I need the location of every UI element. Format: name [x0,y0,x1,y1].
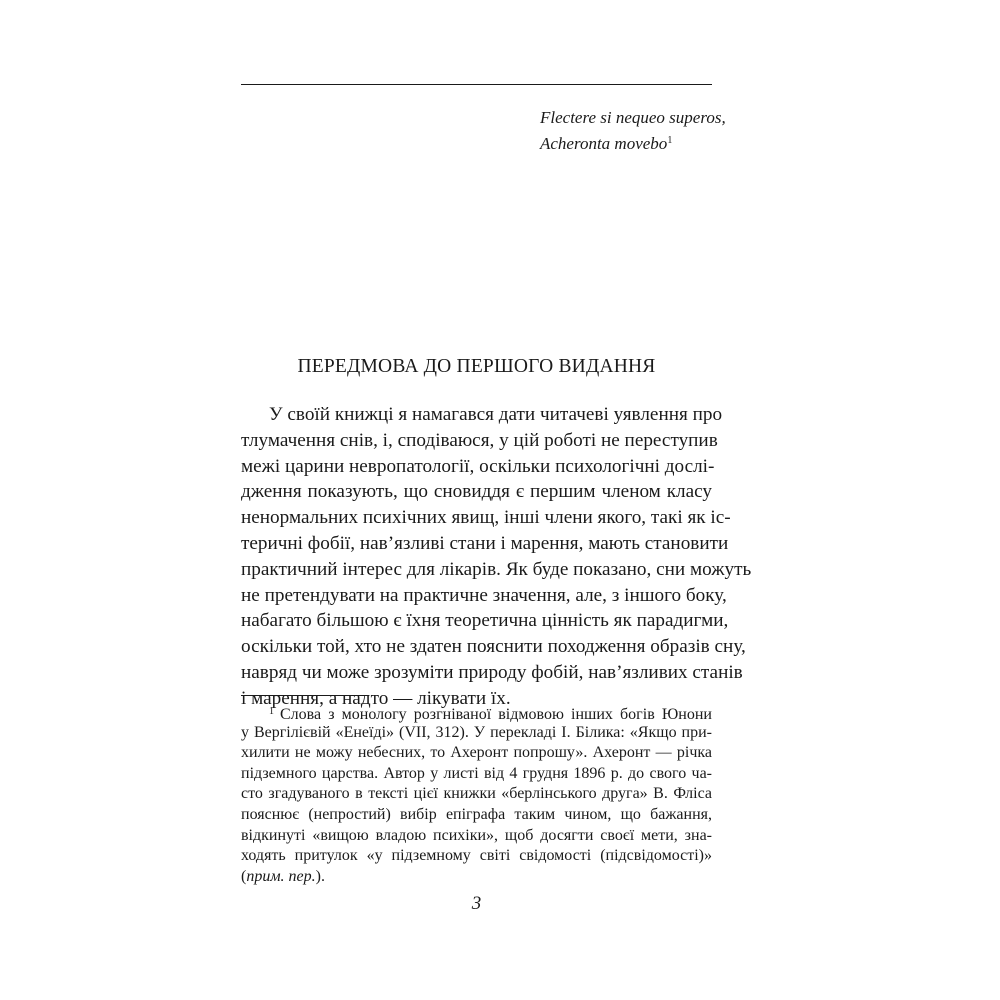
body-line: У своїй книжці я намагався дати читачеві уявлення про [269,404,723,425]
body-line: не претендувати на практичне значення, але, з іншого боку, [241,584,727,606]
footnote-translator-note: прим. пер. [246,867,316,885]
section-heading: ПЕРЕДМОВА ДО ПЕРШОГО ВИДАННЯ [297,356,656,377]
epigraph-line-2-text: Acheronta movebo [540,134,668,153]
footnote-paren-open: ( [241,867,247,885]
footnote-line: відкинуті «вищою владою психіки», щоб досягти своєї мети, зна- [241,826,712,844]
body-line: тлумачення снів, і, сподіваюся, у цій роботі не переступив [241,429,718,451]
epigraph-footnote-mark: 1 [667,135,673,146]
epigraph-line-1: Flectere si nequeo superos, [540,108,726,127]
body-paragraph [241,402,752,712]
footnote-line: підземного царства. Автор у листі від 4 грудня 1896 р. до свого ча- [241,764,712,782]
body-line: теричні фобії, нав’язливі стани і марення, мають становити [241,532,729,554]
body-line: межі царини невропатології, оскільки психологічні дослі- [241,455,715,477]
footnote-line [241,702,712,723]
epigraph-line-2 [540,129,726,155]
footnote-paren-close: ). [315,867,325,885]
footnote-rule [241,695,369,696]
footnote-line: ходять притулок «у підземному світі свідомості (підсвідомості)» [241,847,712,865]
footnote-line-text: Слова з монологу розгніваної відмовою інших богів Юнони [280,706,712,723]
body-line: навряд чи може зрозуміти природу фобій, нав’язливих станів [241,661,743,683]
footnote [241,702,712,887]
body-line: і марення, а надто — лікувати їх. [241,687,511,709]
body-line: ненормальних психічних явищ, інші члени якого, такі як іс- [241,507,731,529]
body-line: практичний інтерес для лікарів. Як буде показано, сни можуть [241,558,752,580]
footnote-line: сто згадуваного в тексті цієї книжки «берлінського друга» В. Фліса [241,785,712,803]
body-line: набагато більшою є їхня теоретична цінність як парадигми, [241,610,729,632]
header-rule [241,84,712,85]
epigraph [540,106,726,155]
footnote-line [241,867,712,888]
body-line: дження показують, що сновиддя є першим членом класу [241,481,712,503]
page-number: 3 [471,893,482,914]
footnote-line: у Вергілієвій «Енеїді» (VII, 312). У перекладі І. Білика: «Якщо при- [241,723,712,741]
footnote-line: хилити не можу небесних, то Ахеронт попрошу». Ахеронт — річка [241,744,712,762]
footnote-line: пояснює (непростий) вибір епіграфа таким чином, що бажання, [241,805,712,823]
footnote-mark: 1 [269,706,274,717]
body-line: оскільки той, хто не здатен пояснити походження образів сну, [241,636,746,658]
